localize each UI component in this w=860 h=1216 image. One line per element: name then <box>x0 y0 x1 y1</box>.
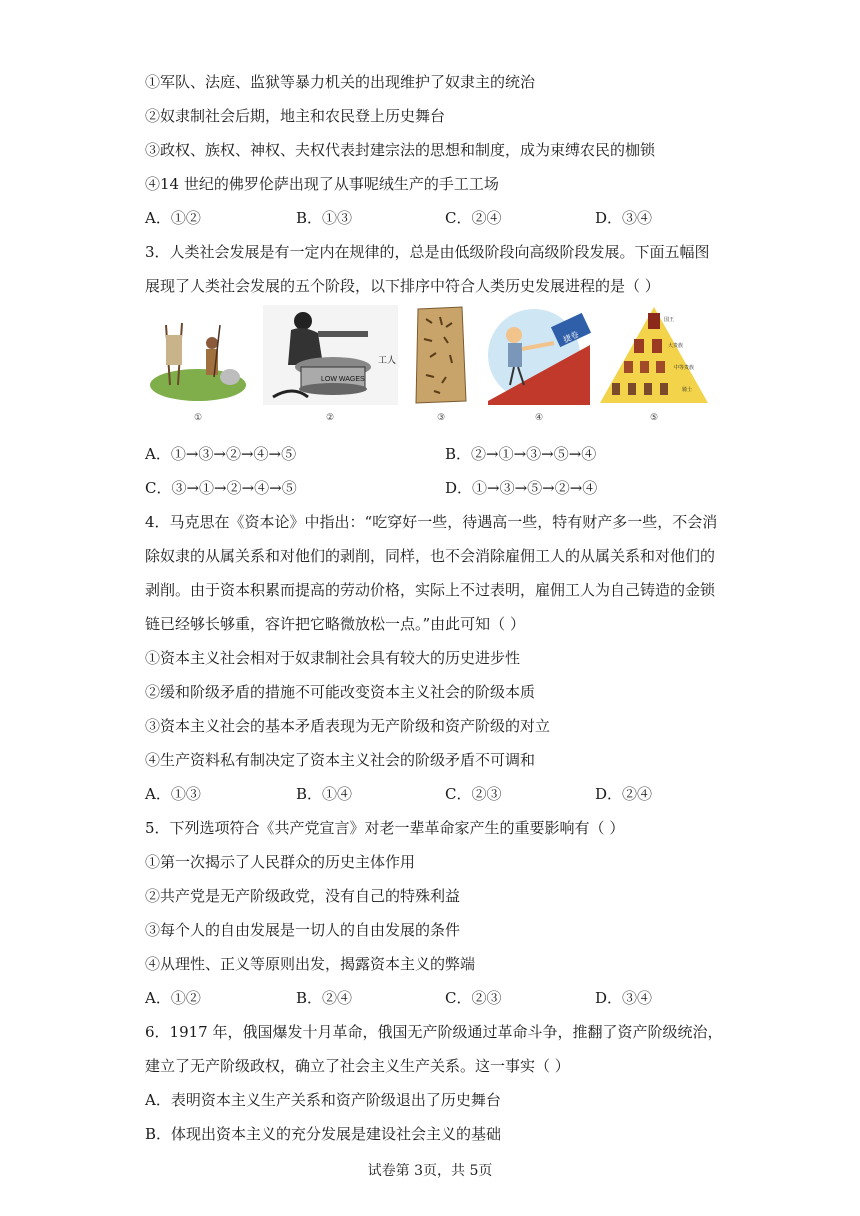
q5-option-d[interactable]: D．③④ <box>595 989 653 1007</box>
q5-statement-2: ②共产党是无产阶级政党，没有自己的特殊利益 <box>145 887 461 905</box>
q3-image-row <box>148 305 695 425</box>
knight-label: 骑士 <box>682 387 693 393</box>
q4-statement-4: ④生产资料私有制决定了资本主义社会的阶级矛盾不可调和 <box>145 751 536 769</box>
image-number-4: ④ <box>534 413 544 423</box>
q3-option-a[interactable]: A．①→③→②→④→⑤ <box>145 445 297 463</box>
q6-stem-line-2: 建立了无产阶级政权，确立了社会主义生产关系。这一事实（ ） <box>145 1057 570 1075</box>
q4-stem-line-3: 剥削。由于资本积累而提高的劳动价格，实际上不过表明，雇佣工人为自己铸造的金锁 <box>145 581 716 599</box>
q2-statement-2: ②奴隶制社会后期，地主和农民登上历史舞台 <box>145 107 446 125</box>
q2-option-b[interactable]: B．①③ <box>296 209 353 227</box>
q2-option-d[interactable]: D．③④ <box>595 209 653 227</box>
socialism-cartoon-image <box>484 305 594 405</box>
q2-statement-1: ①军队、法庭、监狱等暴力机关的出现维护了奴隶主的统治 <box>145 73 536 91</box>
q5-option-a[interactable]: A．①② <box>145 989 201 1007</box>
q4-option-c[interactable]: C．②③ <box>445 785 502 803</box>
low-wages-text: LOW WAGES <box>321 376 365 383</box>
q5-option-b[interactable]: B．②④ <box>296 989 353 1007</box>
capitalism-cartoon-image <box>263 305 398 405</box>
q6-stem-line-1: 6．1917 年，俄国爆发十月革命，俄国无产阶级通过革命斗争，推翻了资产阶级统治， <box>145 1023 723 1041</box>
q2-option-c[interactable]: C．②④ <box>445 209 502 227</box>
mid-noble-label: 中等贵族 <box>674 365 695 371</box>
q2-statement-3: ③政权、族权、神权、夫权代表封建宗法的思想和制度，成为束缚农民的枷锁 <box>145 141 656 159</box>
q5-statement-4: ④从理性、正义等原则出发，揭露资本主义的弊端 <box>145 955 476 973</box>
primitive-society-image <box>148 305 248 405</box>
q6-option-b[interactable]: B．体现出资本主义的充分发展是建设社会主义的基础 <box>145 1125 502 1143</box>
q5-statement-3: ③每个人的自由发展是一切人的自由发展的条件 <box>145 921 461 939</box>
q4-stem-line-1: 4．马克思在《资本论》中指出：“吃穿好一些，待遇高一些，特有财产多一些，不会消 <box>145 513 718 531</box>
worker-label: 工人 <box>378 355 397 365</box>
q4-option-d[interactable]: D．②④ <box>595 785 653 803</box>
q5-stem: 5．下列选项符合《共产党宣言》对老一辈革命家产生的重要影响有（ ） <box>145 819 625 837</box>
q4-statement-3: ③资本主义社会的基本矛盾表现为无产阶级和资产阶级的对立 <box>145 717 551 735</box>
q6-option-a[interactable]: A．表明资本主义生产关系和资产阶级退出了历史舞台 <box>145 1091 501 1109</box>
image-number-1: ① <box>193 413 203 423</box>
q4-stem-line-4: 链已经够长够重，容许把它略微放松一点。”由此可知（ ） <box>145 615 525 633</box>
q4-statement-1: ①资本主义社会相对于奴隶制社会具有较大的历史进步性 <box>145 649 521 667</box>
image-number-3: ③ <box>436 413 446 423</box>
feudal-pyramid-image <box>598 305 710 405</box>
q2-statement-4: ④14 世纪的佛罗伦萨出现了从事呢绒生产的手工工场 <box>145 175 499 193</box>
king-label: 国王 <box>664 317 675 323</box>
q5-statement-1: ①第一次揭示了人民群众的历史主体作用 <box>145 853 416 871</box>
q3-stem-line-1: 3．人类社会发展是有一定内在规律的，总是由低级阶段向高级阶段发展。下面五幅图 <box>145 243 710 261</box>
q5-option-c[interactable]: C．②③ <box>445 989 502 1007</box>
q4-option-b[interactable]: B．①④ <box>296 785 353 803</box>
image-number-5: ⑤ <box>649 413 659 423</box>
q4-stem-line-2: 除奴隶的从属关系和对他们的剥削，同样，也不会消除雇佣工人的从属关系和对他们的 <box>145 547 716 565</box>
ticket-text: 捷卷 <box>561 329 581 345</box>
q3-option-b[interactable]: B．②→①→③→⑤→④ <box>445 445 597 463</box>
image-number-2: ② <box>325 413 335 423</box>
q2-option-a[interactable]: A．①② <box>145 209 201 227</box>
q3-stem-line-2: 展现了人类社会发展的五个阶段，以下排序中符合人类历史发展进程的是（ ） <box>145 277 660 295</box>
page-footer: 试卷第 3页，共 5页 <box>367 1163 493 1179</box>
lord-label: 大贵族 <box>668 343 684 349</box>
q4-option-a[interactable]: A．①③ <box>145 785 201 803</box>
q3-option-c[interactable]: C．③→①→②→④→⑤ <box>145 479 297 497</box>
q3-option-d[interactable]: D．①→③→⑤→②→④ <box>445 479 598 497</box>
q4-statement-2: ②缓和阶级矛盾的措施不可能改变资本主义社会的阶级本质 <box>145 683 536 701</box>
oracle-bone-image <box>410 305 470 405</box>
